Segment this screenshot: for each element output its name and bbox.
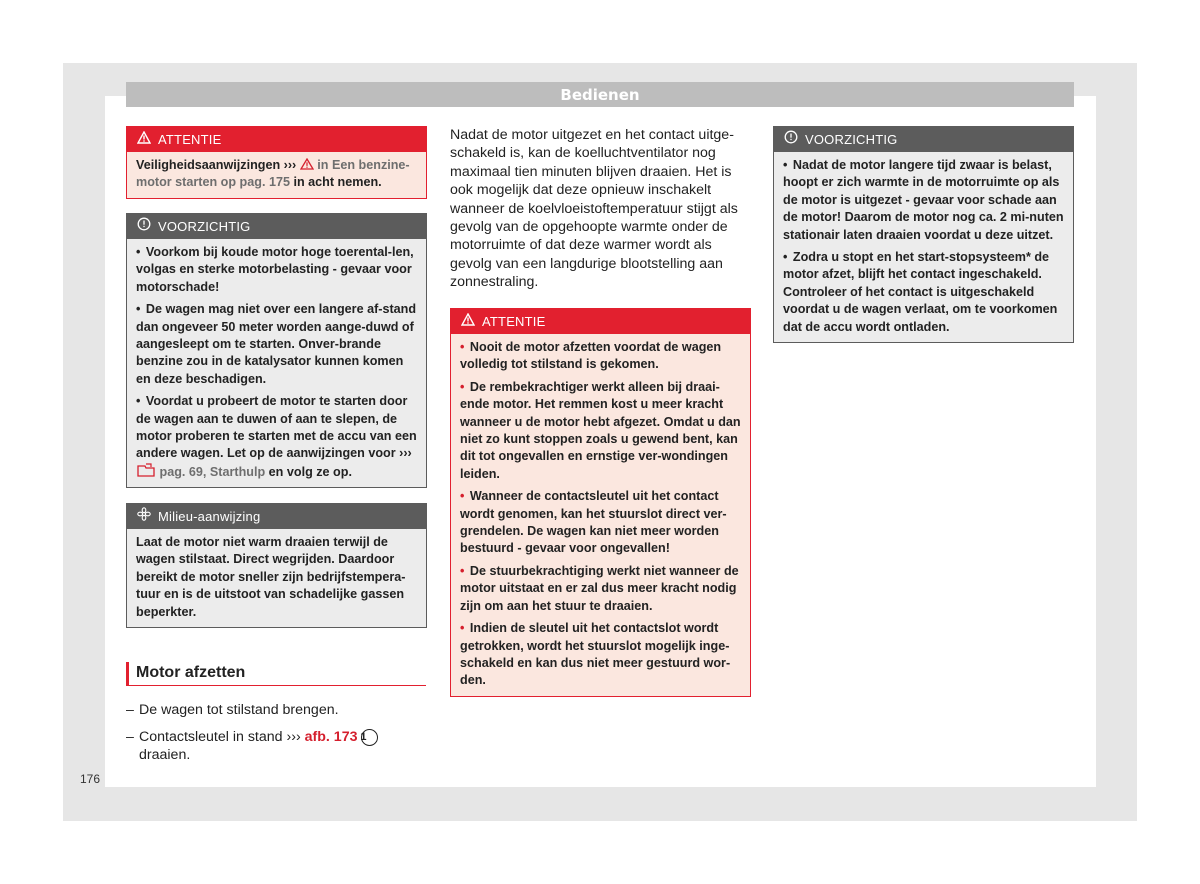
info-circle-icon <box>136 213 152 240</box>
figure-link[interactable]: afb. 173 <box>304 729 358 745</box>
milieu-text: Laat de motor niet warm draaien terwijl de wagen stilstaat. Direct wegrijden. Daardoor bereikt de motor sneller zijn bedrijfstempera-tuur en is de uitstoot van schadelijke gassen beperkter. <box>136 535 406 619</box>
left-voorzichtig-body <box>126 239 427 488</box>
list-item-text: De rembekrachtiger werkt alleen bij draai-ende motor. Het remmen kost u meer kracht wanneer u de motor hebt afgezet. Omdat u dan niet zo kunt stoppen zoals u gewend bent, kan dit tot ongevallen en ernstige ver-wondingen leiden. <box>460 379 741 481</box>
list-item: • De wagen mag niet over een langere af-stand dan ongeveer 50 meter worden aange-duwd of aangesleept om te starten. Onver-brande benzine zou in de katalysator kunnen komen en deze beschadigen. <box>136 302 417 386</box>
section-title: Motor afzetten <box>126 662 426 686</box>
list-item: • Indien de sleutel uit het contactslot wordt getrokken, wordt het stuurslot mogelijk inge-schakeld en kan dus niet meer gestuurd wor-den. <box>460 621 731 688</box>
attentie-text: Veiligheidsaanwijzingen <box>136 158 281 172</box>
left-attentie-body <box>126 152 427 199</box>
warning-triangle-icon <box>136 126 152 153</box>
callout-number: 1 <box>361 729 378 746</box>
warning-triangle-icon <box>460 308 476 335</box>
middle-attentie-box <box>450 308 751 697</box>
step-text-after: draaien. <box>139 747 191 764</box>
right-voorzichtig-box <box>773 126 1074 343</box>
list-item-text: Voordat u probeert de motor te starten door de wagen aan te duwen of aan te slepen, de motor proberen te starten met de accu van een andere wagen. Let op de aanwijzingen voor <box>136 394 417 461</box>
warning-triangle-icon <box>300 158 318 172</box>
left-attentie-header <box>126 126 427 152</box>
step-1: – De wagen tot stilstand brengen. <box>126 702 339 718</box>
right-voorzichtig-header <box>773 126 1074 152</box>
left-attentie-title: ATTENTIE <box>158 132 222 147</box>
list-item-text: De wagen mag niet over een langere af-stand dan ongeveer 50 meter worden aange-duwd of aangesleept om te starten. Onver-brande benzine zou in de katalysator kunnen komen en deze beschadigen. <box>136 302 417 386</box>
list-item: • De stuurbekrachtiging werkt niet wanneer de motor uitstaat en er zal dus meer kracht nodig zijn om aan het stuur te draaien. <box>460 563 739 613</box>
list-item-text: Zodra u stopt en het start-stopsysteem* de motor afzet, blijft het contact ingeschakeld. Controleer of het contact is uitgeschakeld voordat u de wagen verlaat, om te voorkomen dat de accu wordt ontladen. <box>783 250 1058 334</box>
middle-attentie-header <box>450 308 751 334</box>
list-item-text: Nooit de motor afzetten voordat de wagen volledig tot stilstand is gekomen. <box>460 340 722 372</box>
reference-link[interactable]: in Een benzine-motor starten op pag. 175 <box>136 158 410 190</box>
left-voorzichtig-title: VOORZICHTIG <box>158 219 251 234</box>
list-item: • Nooit de motor afzetten voordat de wagen volledig tot stilstand is gekomen. <box>460 340 722 372</box>
milieu-box <box>126 503 427 628</box>
list-item-text: Nadat de motor langere tijd zwaar is belast, hoopt er zich warmte in de motorruimte op als de motor is uitgezet - gevaar voor schade aan de motor! Daarom de motor nog ca. 2 mi-nuten stationair laten draaien voordat u deze uitzet. <box>783 158 1064 242</box>
list-item: • Nadat de motor langere tijd zwaar is belast, hoopt er zich warmte in de motorruimte op als de motor is uitgezet - gevaar voor schade aan de motor! Daarom de motor nog ca. 2 mi-nuten stationair laten draaien voordat u deze uitzet. <box>783 158 1064 242</box>
step-text: Contactsleutel in stand <box>139 729 283 745</box>
arrows: ››› <box>399 446 412 461</box>
left-attentie-box <box>126 126 427 199</box>
arrows: ››› <box>283 158 297 172</box>
right-voorzichtig-title: VOORZICHTIG <box>805 132 898 147</box>
list-item: • Wanneer de contactsleutel uit het contact wordt genomen, kan het stuurslot direct ver-grendelen. De wagen kan niet meer worden bestuurd - gevaar voor ongevallen! <box>460 489 727 556</box>
list-item-text: Wanneer de contactsleutel uit het contact wordt genomen, kan het stuurslot direct ver-grendelen. De wagen kan niet meer worden bestuurd - gevaar voor ongevallen! <box>460 489 727 556</box>
step-2: – Contactsleutel in stand ››› afb. 173 1 draaien. <box>126 728 426 765</box>
list-item-text: Indien de sleutel uit het contactslot wordt getrokken, wordt het stuurslot mogelijk inge-schakeld en kan dus niet meer gestuurd wor-den. <box>460 621 731 688</box>
attentie-text-after: in acht nemen. <box>293 175 382 190</box>
left-voorzichtig-box <box>126 213 427 488</box>
list-item-text: De stuurbekrachtiging werkt niet wanneer de motor uitstaat en er zal dus meer kracht nodig zijn om aan het stuur te draaien. <box>460 563 739 613</box>
list-item-text-after: en volg ze op. <box>268 464 352 479</box>
page-header: Bedienen <box>126 82 1074 107</box>
info-circle-icon <box>783 126 799 153</box>
step-text: De wagen tot stilstand brengen. <box>139 702 339 718</box>
list-item: • Voorkom bij koude motor hoge toerental-len, volgas en sterke motorbelasting - gevaar voor motorschade! <box>136 245 414 294</box>
middle-paragraph: Nadat de motor uitgezet en het contact uitge-schakeld is, kan de koelluchtventilator nog maximaal tien minuten blijven draaien. Het is ook mogelijk dat deze opnieuw inschakelt wanneer de koelvloeistoftemperatuur stijgt als gevolg van de opgehoopte warmte onder de motorruimte of dat deze warmer wordt als gevolg van een langdurige blootstelling aan zonnestraling. <box>450 127 738 291</box>
book-reference-icon <box>136 465 156 479</box>
left-voorzichtig-header <box>126 213 427 239</box>
list-item: • De rembekrachtiger werkt alleen bij draai-ende motor. Het remmen kost u meer kracht wanneer u de motor hebt afgezet. Omdat u dan niet zo kunt stoppen zoals u gewend bent, kan dit tot ongevallen en ernstige ver-wondingen leiden. <box>460 379 741 481</box>
list-item: • Zodra u stopt en het start-stopsysteem* de motor afzet, blijft het contact ingeschakeld. Controleer of het contact is uitgeschakeld voordat u de wagen verlaat, om te voorkomen dat de accu wordt ontladen. <box>783 250 1058 334</box>
milieu-title: Milieu-aanwijzing <box>158 509 261 524</box>
middle-attentie-body <box>450 334 751 697</box>
page-number: 176 <box>80 772 101 786</box>
milieu-header <box>126 503 427 529</box>
middle-attentie-title: ATTENTIE <box>482 314 546 329</box>
reference-link[interactable]: pag. 69, Starthulp <box>159 464 266 479</box>
list-item: • Voordat u probeert de motor te starten door de wagen aan te duwen of aan te slepen, de motor proberen te starten met de accu van een andere wagen. Let op de aanwijzingen voor ››› pag. 69, Starthulp en volg ze op. <box>136 394 417 479</box>
list-item-text: Voorkom bij koude motor hoge toerental-len, volgas en sterke motorbelasting - gevaar voor motorschade! <box>136 245 414 294</box>
milieu-body <box>126 529 427 628</box>
right-voorzichtig-body <box>773 152 1074 343</box>
arrows: ››› <box>286 729 301 745</box>
flower-icon <box>136 503 152 530</box>
